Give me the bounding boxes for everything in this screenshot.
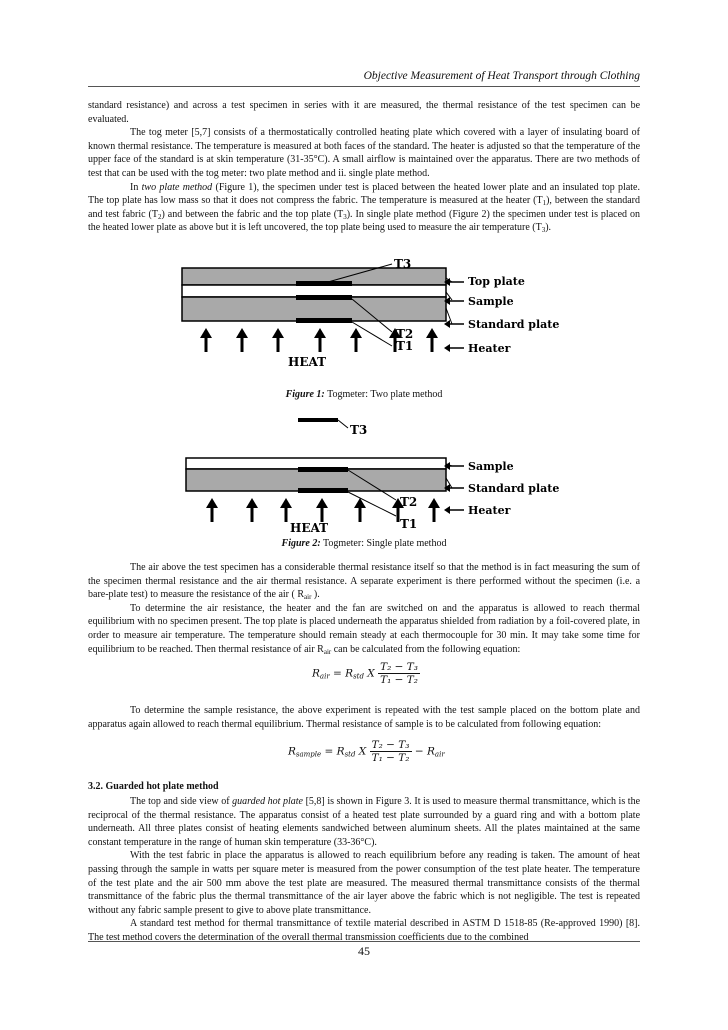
callout-arrows [444, 278, 464, 352]
label-t3: T3 [350, 423, 368, 437]
standard-plate-shape [186, 469, 446, 491]
label-t1: T1 [400, 517, 418, 531]
label-t1: T1 [396, 339, 414, 353]
running-head: Objective Measurement of Heat Transport through Clothing [363, 70, 640, 82]
figure-1-caption: Figure 1: Togmeter: Two plate method [285, 389, 443, 400]
figure-2-diagram [160, 412, 580, 536]
label-heat: HEAT [288, 355, 327, 369]
paragraph-8: With the test fabric in place the apparatus is allowed to reach equilibrium before any reading is taken. The amount of heat passing through the sample in watts per square meter is measured from the power consumption of the test plate heater. The temperature of the test plate and the air 500 mm above the test plate are measured. The measured thermal transmittance consists of the thermal transmittance of the fabric plus the thermal transmittance of the air layer above the fabric which is not negligible. The test is repeated without any fabric sample present to give to above plate transmittance. [88, 850, 641, 916]
label-sample: Sample [468, 460, 514, 473]
body-text-middle [88, 561, 640, 656]
label-standard-plate: Standard plate [468, 318, 560, 331]
thermocouple-t2 [298, 467, 348, 472]
standard-plate-shape [182, 297, 446, 321]
label-heat: HEAT [290, 521, 329, 535]
label-t3: T3 [394, 257, 412, 271]
body-text-bottom [88, 795, 640, 945]
paragraph-1: standard resistance) and across a test specimen in series with it are measured, the thermal resistance of the test specimen can be evaluated. [88, 100, 641, 125]
paragraph-4: The air above the test specimen has a considerable thermal resistance itself so that the method is in fact measuring the sum of the specimen thermal resistance and the air thermal resistance. A separate experiment is there performed without the specimen (i.e. a bare-plate test) to measure the resistance of the air ( $R_{air}$ ). [88, 562, 641, 602]
label-heater: Heater [468, 342, 511, 355]
body-text-sample [88, 704, 640, 731]
section-heading: 3.2. Guarded hot plate method [88, 781, 219, 792]
label-top-plate: Top plate [468, 275, 525, 288]
paragraph-5: To determine the air resistance, the heater and the fan are switched on and the apparatus is allowed to reach thermal equilibrium with no specimen present. The top plate is placed underneath the apparatus shielded from radiation by a foil-covered plate, in order to measure air temperature. The temperature should remain steady at each thermocouple for 30 min. It may take some time for equilibrium to be reached. Then thermal resistance of air $R_{air}$ can be calculated from the following equation: [88, 602, 641, 656]
thermocouple-t3 [296, 281, 352, 286]
paragraph-9: A standard test method for thermal transmittance of textile material described in ASTM D 1518-85 (Re-approved 1990) [8]. The test method covers the determination of the overall thermal transmission coefficients due to the combined [88, 918, 640, 943]
header-rule [88, 86, 640, 87]
body-text-top [88, 99, 640, 235]
label-heater: Heater [468, 504, 511, 517]
paragraph-2: The tog meter [5,7] consists of a thermostatically controlled heating plate which covered with a layer of insulating board of known thermal resistance. The temperature is measured at both faces of the standard. The heater is adjusted so that the temperature of the upper face of the standard is at skin temperature (31-35°C). A small airflow is maintained over the apparatus. There are two methods of test that can be used with the tog meter: two plate method and ii. single plate method. [88, 127, 641, 179]
paragraph-3: In two plate method (Figure 1), the specimen under test is placed between the heated lower plate and an insulated top plate. The top plate has low mass so that it does not compress the fabric. The temperature is measured at the heater $(T_1)$, between the standard and test fabric $(T_2)$ and between the fabric and the top plate $(T_3)$. In single plate method (Figure 2) the specimen under test is placed on the heated lower plate as above but it is left uncovered, the top plate being used to measure the air temperature $(T_3)$. [88, 181, 641, 235]
thermocouple-t2 [296, 295, 352, 300]
paragraph-7: The top and side view of guarded hot plate [5,8] is shown in Figure 3. It is used to measure thermal transmittance, which is the reciprocal of the thermal resistance. The apparatus consist of a heated test plate surrounded by a guard ring and with a bottom plate underneath. All three plates consist of heating elements sandwiched between aluminum sheets. All the plates maintained at the same constant temperature in the range of human skin temperature (33-36°C). [88, 796, 641, 848]
label-standard-plate: Standard plate [468, 482, 560, 495]
thermocouple-t3 [298, 418, 338, 422]
label-sample: Sample [468, 295, 514, 308]
callout-arrows [444, 462, 464, 514]
equation-air-resistance: $R_{air} = R_{std}$ X $\frac{\text{T₂ − T₃}}{\text{T₁ − T₂}}$ [312, 661, 419, 686]
equation-sample-resistance: $R_{sample} = R_{std}$ X $\frac{\text{T₂ − T₃}}{\text{T₁ − T₂}}$ − $R_{air}$ [288, 739, 445, 764]
page-number: 45 [358, 944, 370, 958]
thermocouple-t1 [296, 318, 352, 323]
figure-2-caption: Figure 2: Togmeter: Single plate method [281, 538, 447, 549]
label-t2: T2 [400, 495, 418, 509]
paragraph-6: To determine the sample resistance, the above experiment is repeated with the test sample placed on the bottom plate and apparatus again allowed to reach thermal equilibrium. Thermal resistance of sample is to be calculated from following equation: [88, 705, 641, 730]
thermocouple-t1 [298, 488, 348, 493]
footer-rule [88, 941, 640, 942]
figure-1-diagram [160, 252, 580, 377]
label-t2: T2 [396, 327, 414, 341]
